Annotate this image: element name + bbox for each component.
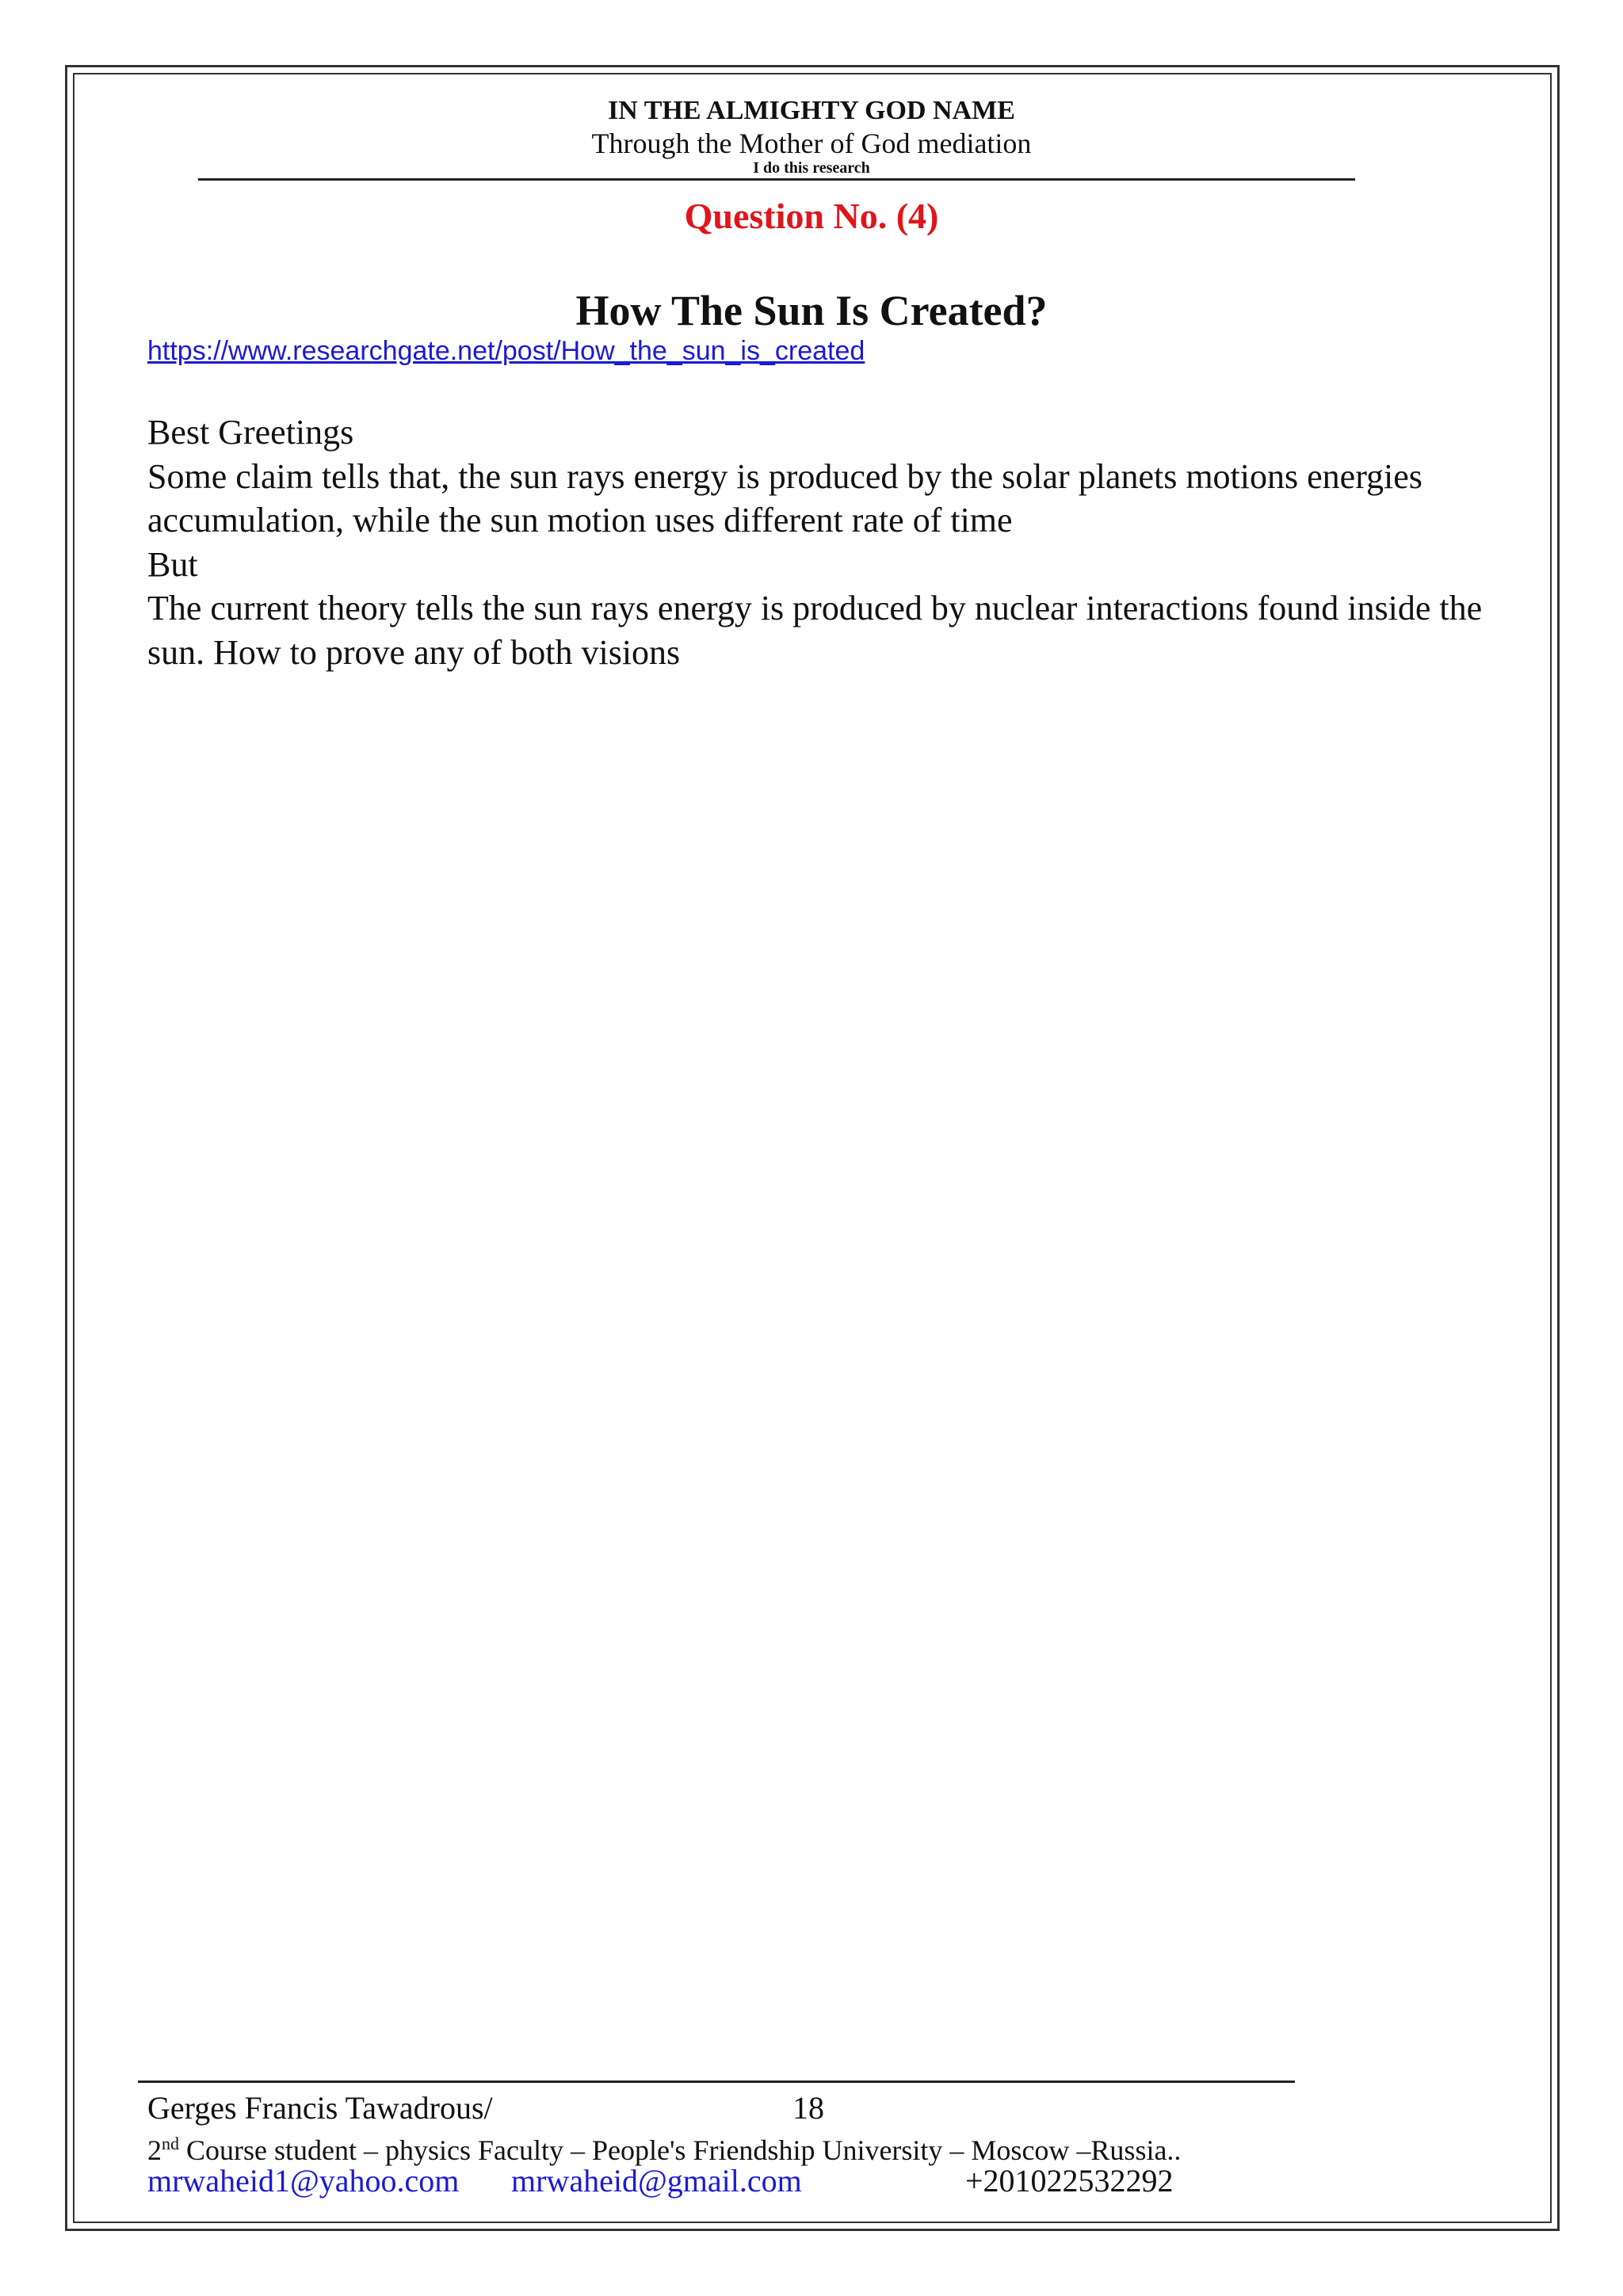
email-link-gmail[interactable]: mrwaheid@gmail.com [511, 2163, 802, 2199]
page-border-inner [73, 73, 1552, 2223]
header-title: IN THE ALMIGHTY GOD NAME [608, 96, 1015, 125]
footer-author: Gerges Francis Tawadrous/ [147, 2090, 493, 2126]
header-divider [198, 178, 1355, 181]
course-number: 2 [147, 2134, 162, 2166]
claim-paragraph: Some claim tells that, the sun rays energy is produced by the solar planets motions energies accumulation, while the sun motion uses different rate of time [147, 456, 1423, 540]
footer-divider [138, 2081, 1295, 2083]
question-number: Question No. (4) [684, 196, 939, 236]
phone-number: +201022532292 [965, 2163, 1174, 2199]
course-description: Course student – physics Faculty – People's Friendship University – Moscow –Russia.. [179, 2134, 1182, 2166]
theory-paragraph: The current theory tells the sun rays energy is produced by nuclear interactions found inside the sun. How to prove any of both visions [147, 589, 1483, 672]
document-title: How The Sun Is Created? [575, 287, 1048, 334]
header-subtitle: Through the Mother of God mediation [591, 128, 1032, 159]
email-link-yahoo[interactable]: mrwaheid1@yahoo.com [147, 2163, 460, 2199]
header-small-text: I do this research [753, 159, 870, 177]
course-ordinal-suffix: nd [162, 2134, 179, 2153]
greeting-paragraph: Best Greetings [147, 413, 354, 452]
researchgate-link[interactable]: https://www.researchgate.net/post/How_the_sun_is_created [147, 336, 865, 366]
footer-course-line [147, 2126, 1181, 2168]
body-text [147, 410, 1495, 674]
but-paragraph: But [147, 544, 198, 584]
page-number: 18 [792, 2090, 824, 2126]
